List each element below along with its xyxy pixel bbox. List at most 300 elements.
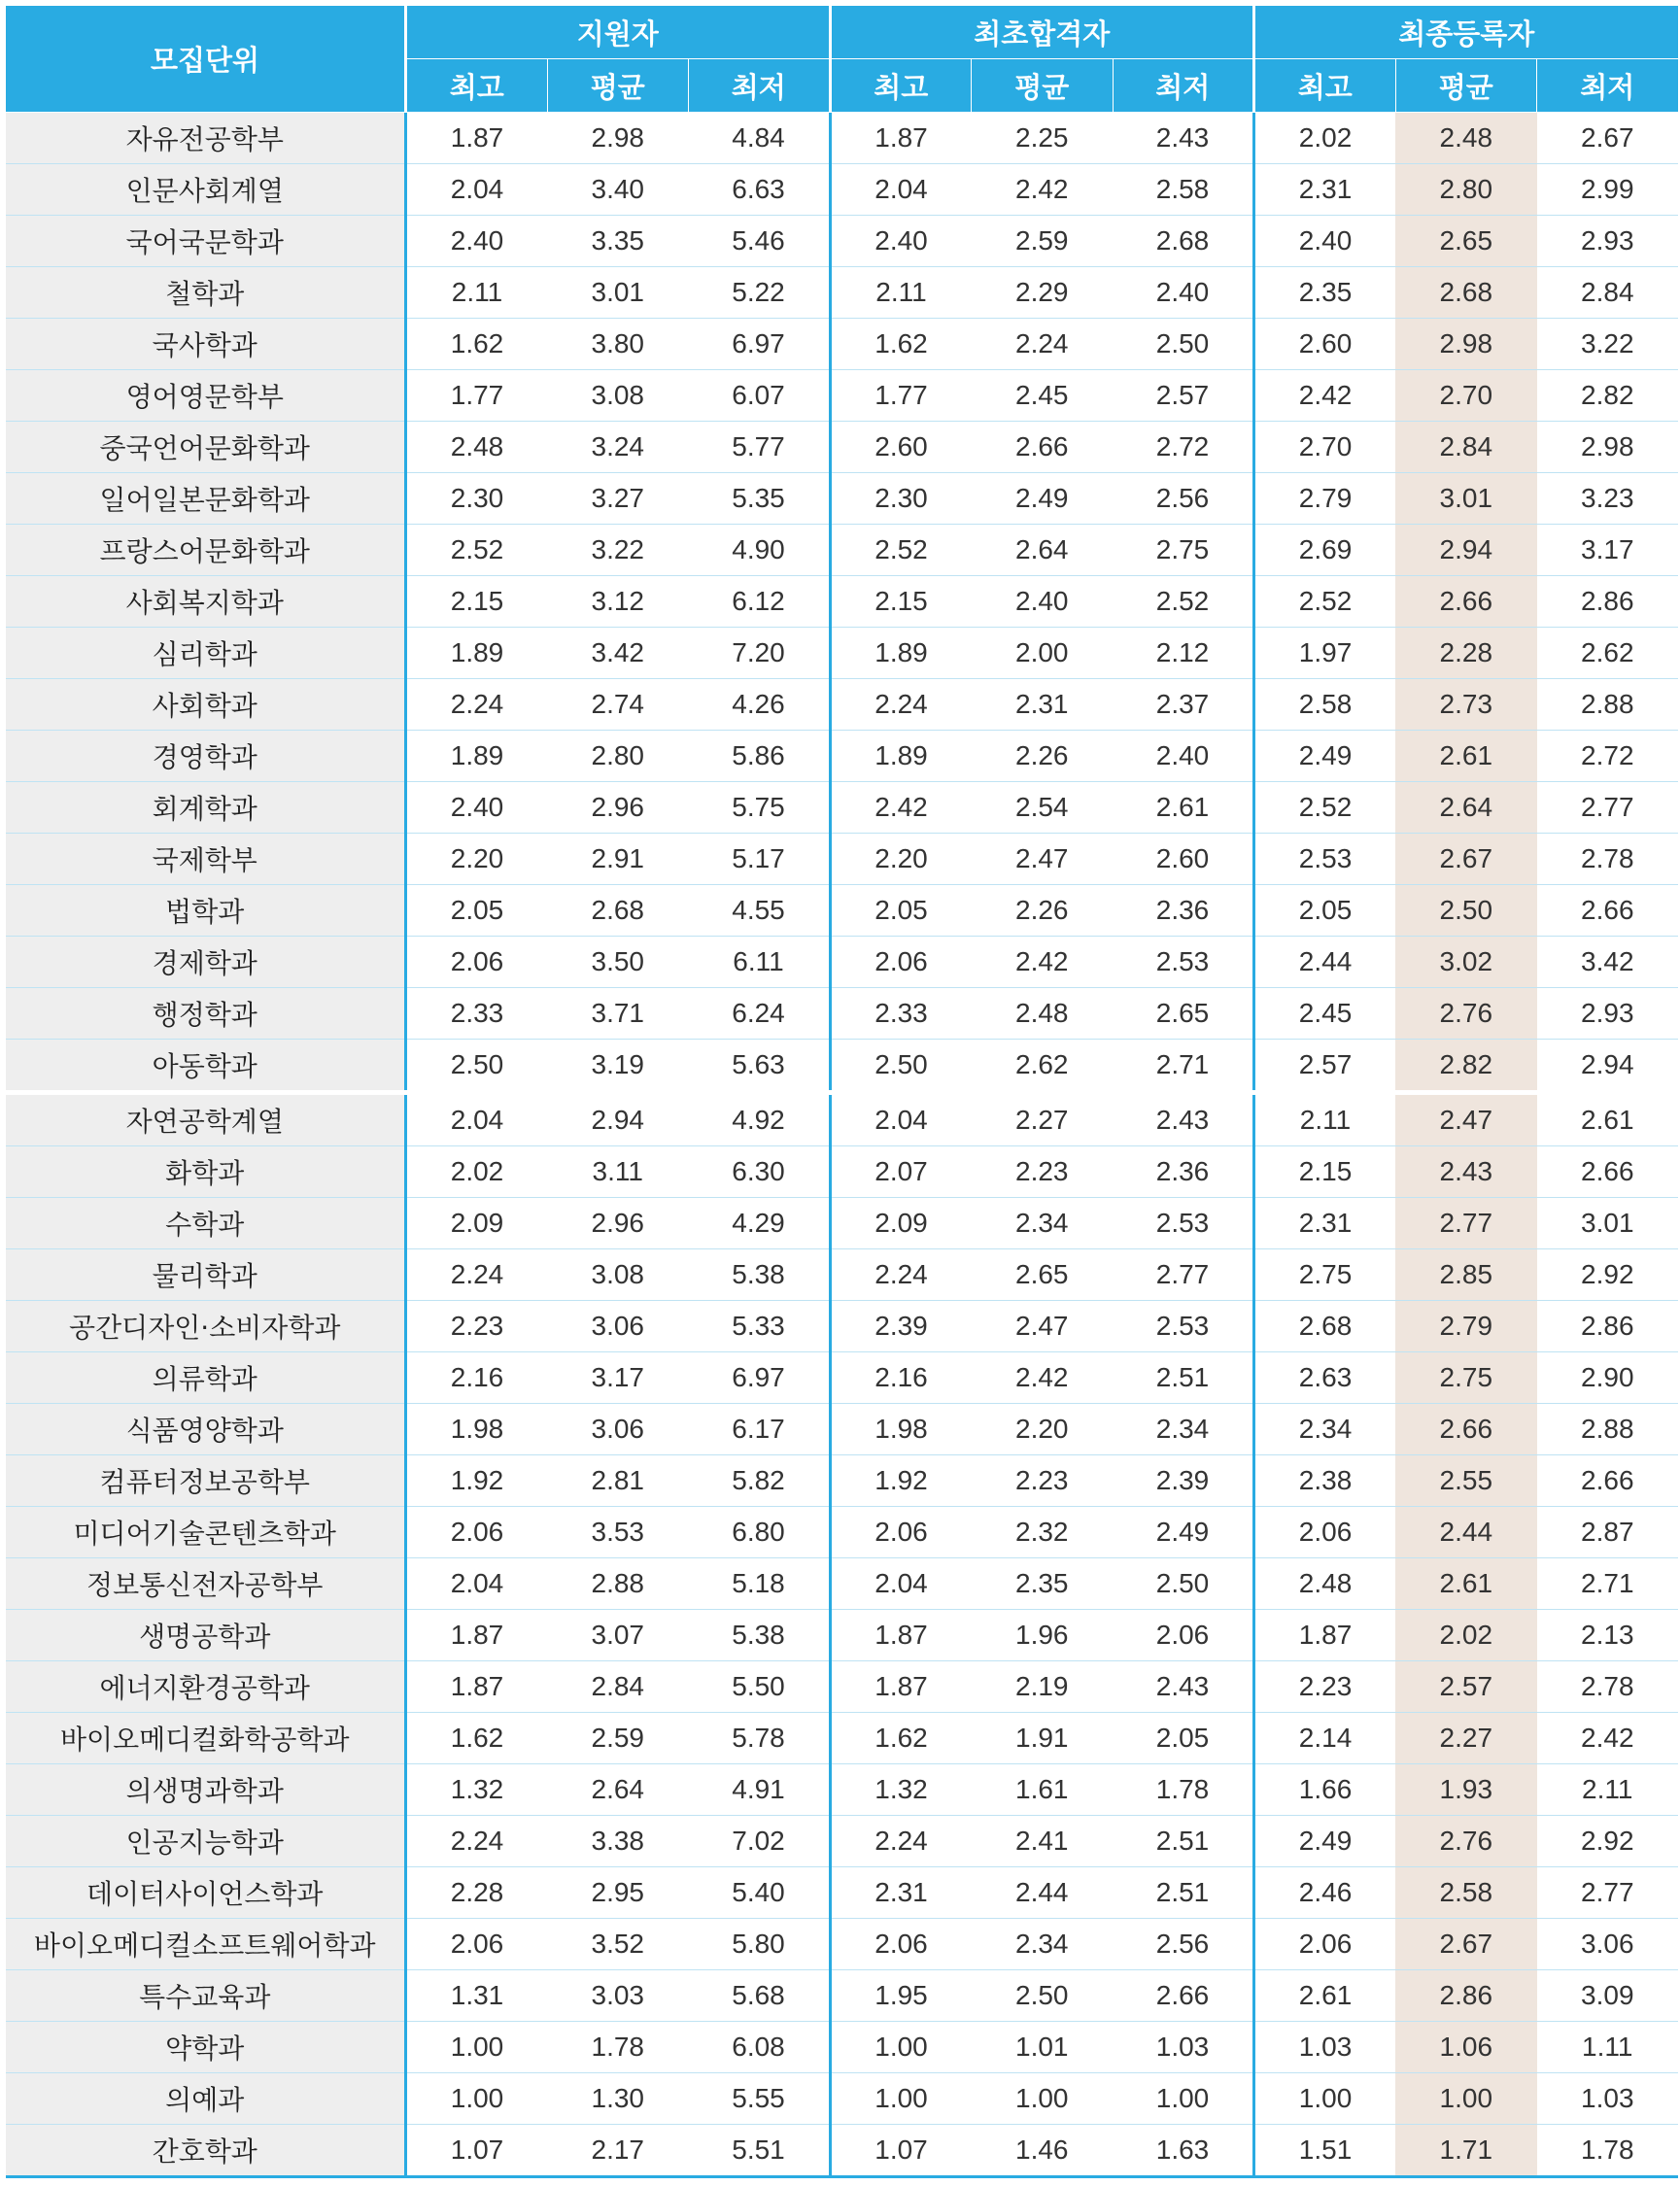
value-cell: 2.42 bbox=[1254, 370, 1396, 422]
unit-name-cell: 일어일본문화학과 bbox=[6, 473, 406, 525]
value-cell: 6.97 bbox=[689, 319, 831, 370]
value-cell: 2.27 bbox=[1395, 1713, 1537, 1764]
value-cell: 3.27 bbox=[547, 473, 689, 525]
value-cell: 2.29 bbox=[972, 267, 1114, 319]
value-cell: 1.96 bbox=[972, 1610, 1114, 1661]
value-cell: 2.23 bbox=[1254, 1661, 1396, 1713]
value-cell: 2.84 bbox=[547, 1661, 689, 1713]
value-cell: 5.46 bbox=[689, 216, 831, 267]
value-cell: 2.96 bbox=[547, 782, 689, 834]
value-cell: 2.26 bbox=[972, 731, 1114, 782]
value-cell: 6.30 bbox=[689, 1146, 831, 1198]
value-cell: 2.57 bbox=[1395, 1661, 1537, 1713]
unit-name-cell: 정보통신전자공학부 bbox=[6, 1558, 406, 1610]
value-cell: 4.55 bbox=[689, 885, 831, 937]
value-cell: 2.62 bbox=[972, 1040, 1114, 1093]
value-cell: 2.81 bbox=[547, 1455, 689, 1507]
value-cell: 1.07 bbox=[830, 2125, 972, 2177]
value-cell: 2.98 bbox=[547, 113, 689, 164]
value-cell: 3.42 bbox=[547, 628, 689, 679]
value-cell: 2.77 bbox=[1113, 1249, 1254, 1301]
value-cell: 2.37 bbox=[1113, 679, 1254, 731]
value-cell: 6.63 bbox=[689, 164, 831, 216]
value-cell: 3.01 bbox=[1537, 1198, 1679, 1249]
value-cell: 1.95 bbox=[830, 1970, 972, 2022]
unit-name-cell: 아동학과 bbox=[6, 1040, 406, 1093]
value-cell: 1.89 bbox=[406, 731, 548, 782]
value-cell: 2.77 bbox=[1395, 1198, 1537, 1249]
value-cell: 2.49 bbox=[1254, 731, 1396, 782]
value-cell: 1.89 bbox=[406, 628, 548, 679]
value-cell: 5.78 bbox=[689, 1713, 831, 1764]
value-cell: 1.98 bbox=[406, 1404, 548, 1455]
value-cell: 2.43 bbox=[1395, 1146, 1537, 1198]
value-cell: 2.76 bbox=[1395, 988, 1537, 1040]
value-cell: 2.68 bbox=[547, 885, 689, 937]
value-cell: 5.80 bbox=[689, 1919, 831, 1970]
value-cell: 2.23 bbox=[972, 1455, 1114, 1507]
value-cell: 2.54 bbox=[972, 782, 1114, 834]
value-cell: 1.87 bbox=[830, 1610, 972, 1661]
value-cell: 2.41 bbox=[972, 1816, 1114, 1867]
value-cell: 3.22 bbox=[547, 525, 689, 576]
unit-name-cell: 바이오메디컬소프트웨어학과 bbox=[6, 1919, 406, 1970]
value-cell: 2.49 bbox=[1113, 1507, 1254, 1558]
unit-name-cell: 프랑스어문화학과 bbox=[6, 525, 406, 576]
value-cell: 2.49 bbox=[1254, 1816, 1396, 1867]
value-cell: 1.62 bbox=[830, 1713, 972, 1764]
value-cell: 1.32 bbox=[406, 1764, 548, 1816]
subheader-cell: 최고 bbox=[406, 59, 548, 113]
value-cell: 2.13 bbox=[1537, 1610, 1679, 1661]
value-cell: 2.04 bbox=[830, 164, 972, 216]
subheader-cell: 최고 bbox=[1254, 59, 1396, 113]
value-cell: 1.46 bbox=[972, 2125, 1114, 2177]
value-cell: 2.28 bbox=[1395, 628, 1537, 679]
table-row bbox=[6, 370, 1679, 422]
table-row bbox=[6, 1507, 1679, 1558]
value-cell: 3.17 bbox=[1537, 525, 1679, 576]
unit-name-cell: 경영학과 bbox=[6, 731, 406, 782]
value-cell: 3.11 bbox=[547, 1146, 689, 1198]
value-cell: 6.11 bbox=[689, 937, 831, 988]
value-cell: 6.17 bbox=[689, 1404, 831, 1455]
value-cell: 2.52 bbox=[1113, 576, 1254, 628]
value-cell: 1.93 bbox=[1395, 1764, 1537, 1816]
value-cell: 2.98 bbox=[1537, 422, 1679, 473]
unit-name-cell: 식품영양학과 bbox=[6, 1404, 406, 1455]
table-row bbox=[6, 1249, 1679, 1301]
value-cell: 7.02 bbox=[689, 1816, 831, 1867]
value-cell: 2.40 bbox=[406, 782, 548, 834]
value-cell: 2.11 bbox=[1254, 1093, 1396, 1146]
value-cell: 2.04 bbox=[830, 1093, 972, 1146]
value-cell: 2.24 bbox=[830, 1249, 972, 1301]
value-cell: 2.80 bbox=[547, 731, 689, 782]
table-row bbox=[6, 1558, 1679, 1610]
value-cell: 2.09 bbox=[406, 1198, 548, 1249]
value-cell: 3.53 bbox=[547, 1507, 689, 1558]
value-cell: 1.06 bbox=[1395, 2022, 1537, 2073]
value-cell: 1.03 bbox=[1113, 2022, 1254, 2073]
value-cell: 3.07 bbox=[547, 1610, 689, 1661]
value-cell: 2.30 bbox=[406, 473, 548, 525]
value-cell: 3.38 bbox=[547, 1816, 689, 1867]
value-cell: 2.45 bbox=[1254, 988, 1396, 1040]
value-cell: 1.03 bbox=[1537, 2073, 1679, 2125]
value-cell: 2.64 bbox=[547, 1764, 689, 1816]
table-row bbox=[6, 1301, 1679, 1352]
value-cell: 2.05 bbox=[830, 885, 972, 937]
value-cell: 1.77 bbox=[406, 370, 548, 422]
value-cell: 1.61 bbox=[972, 1764, 1114, 1816]
value-cell: 2.50 bbox=[1395, 885, 1537, 937]
value-cell: 6.07 bbox=[689, 370, 831, 422]
value-cell: 3.01 bbox=[1395, 473, 1537, 525]
value-cell: 2.95 bbox=[547, 1867, 689, 1919]
unit-name-cell: 국제학부 bbox=[6, 834, 406, 885]
table-row bbox=[6, 628, 1679, 679]
value-cell: 2.68 bbox=[1395, 267, 1537, 319]
value-cell: 2.11 bbox=[406, 267, 548, 319]
value-cell: 2.16 bbox=[830, 1352, 972, 1404]
value-cell: 2.51 bbox=[1113, 1352, 1254, 1404]
value-cell: 3.01 bbox=[547, 267, 689, 319]
value-cell: 2.99 bbox=[1537, 164, 1679, 216]
value-cell: 5.38 bbox=[689, 1610, 831, 1661]
value-cell: 2.63 bbox=[1254, 1352, 1396, 1404]
value-cell: 2.15 bbox=[1254, 1146, 1396, 1198]
table-row bbox=[6, 1455, 1679, 1507]
value-cell: 2.55 bbox=[1395, 1455, 1537, 1507]
value-cell: 7.20 bbox=[689, 628, 831, 679]
value-cell: 3.17 bbox=[547, 1352, 689, 1404]
value-cell: 2.68 bbox=[1254, 1301, 1396, 1352]
value-cell: 2.45 bbox=[972, 370, 1114, 422]
value-cell: 2.58 bbox=[1254, 679, 1396, 731]
value-cell: 2.34 bbox=[1254, 1404, 1396, 1455]
value-cell: 2.36 bbox=[1113, 1146, 1254, 1198]
value-cell: 5.18 bbox=[689, 1558, 831, 1610]
unit-name-cell: 국어국문학과 bbox=[6, 216, 406, 267]
value-cell: 2.20 bbox=[830, 834, 972, 885]
value-cell: 1.91 bbox=[972, 1713, 1114, 1764]
value-cell: 2.35 bbox=[972, 1558, 1114, 1610]
value-cell: 5.35 bbox=[689, 473, 831, 525]
value-cell: 2.82 bbox=[1395, 1040, 1537, 1093]
value-cell: 5.51 bbox=[689, 2125, 831, 2177]
table-header bbox=[6, 6, 1679, 113]
value-cell: 2.04 bbox=[406, 1558, 548, 1610]
value-cell: 2.66 bbox=[1537, 885, 1679, 937]
subheader-cell: 평균 bbox=[547, 59, 689, 113]
value-cell: 3.52 bbox=[547, 1919, 689, 1970]
value-cell: 2.50 bbox=[406, 1040, 548, 1093]
value-cell: 2.86 bbox=[1537, 1301, 1679, 1352]
value-cell: 2.61 bbox=[1113, 782, 1254, 834]
value-cell: 3.06 bbox=[1537, 1919, 1679, 1970]
value-cell: 3.06 bbox=[547, 1301, 689, 1352]
value-cell: 2.98 bbox=[1395, 319, 1537, 370]
value-cell: 2.52 bbox=[830, 525, 972, 576]
value-cell: 2.53 bbox=[1254, 834, 1396, 885]
table-row bbox=[6, 113, 1679, 164]
value-cell: 2.50 bbox=[1113, 319, 1254, 370]
value-cell: 2.64 bbox=[972, 525, 1114, 576]
value-cell: 2.43 bbox=[1113, 1093, 1254, 1146]
value-cell: 2.40 bbox=[1113, 731, 1254, 782]
value-cell: 2.15 bbox=[830, 576, 972, 628]
value-cell: 2.80 bbox=[1395, 164, 1537, 216]
value-cell: 2.47 bbox=[972, 834, 1114, 885]
value-cell: 2.04 bbox=[830, 1558, 972, 1610]
value-cell: 2.32 bbox=[972, 1507, 1114, 1558]
value-cell: 2.02 bbox=[1395, 1610, 1537, 1661]
value-cell: 6.08 bbox=[689, 2022, 831, 2073]
header-group-final-enrollees: 최종등록자 bbox=[1254, 6, 1679, 59]
table-row bbox=[6, 1404, 1679, 1455]
value-cell: 2.31 bbox=[1254, 1198, 1396, 1249]
table-row bbox=[6, 834, 1679, 885]
value-cell: 2.50 bbox=[830, 1040, 972, 1093]
value-cell: 2.50 bbox=[1113, 1558, 1254, 1610]
value-cell: 2.33 bbox=[830, 988, 972, 1040]
value-cell: 2.43 bbox=[1113, 113, 1254, 164]
value-cell: 6.12 bbox=[689, 576, 831, 628]
unit-name-cell: 의생명과학과 bbox=[6, 1764, 406, 1816]
table-row bbox=[6, 2073, 1679, 2125]
value-cell: 1.62 bbox=[406, 1713, 548, 1764]
value-cell: 2.52 bbox=[406, 525, 548, 576]
value-cell: 2.82 bbox=[1537, 370, 1679, 422]
value-cell: 3.08 bbox=[547, 1249, 689, 1301]
unit-name-cell: 미디어기술콘텐츠학과 bbox=[6, 1507, 406, 1558]
value-cell: 2.94 bbox=[1537, 1040, 1679, 1093]
value-cell: 1.62 bbox=[406, 319, 548, 370]
value-cell: 2.42 bbox=[830, 782, 972, 834]
table-row bbox=[6, 1610, 1679, 1661]
value-cell: 6.80 bbox=[689, 1507, 831, 1558]
value-cell: 2.40 bbox=[1113, 267, 1254, 319]
value-cell: 2.06 bbox=[830, 1919, 972, 1970]
value-cell: 2.79 bbox=[1254, 473, 1396, 525]
value-cell: 2.48 bbox=[1395, 113, 1537, 164]
value-cell: 2.07 bbox=[830, 1146, 972, 1198]
value-cell: 5.55 bbox=[689, 2073, 831, 2125]
value-cell: 3.35 bbox=[547, 216, 689, 267]
value-cell: 2.88 bbox=[547, 1558, 689, 1610]
value-cell: 6.24 bbox=[689, 988, 831, 1040]
value-cell: 4.84 bbox=[689, 113, 831, 164]
unit-name-cell: 중국언어문화학과 bbox=[6, 422, 406, 473]
value-cell: 2.88 bbox=[1537, 679, 1679, 731]
value-cell: 6.97 bbox=[689, 1352, 831, 1404]
value-cell: 2.42 bbox=[972, 164, 1114, 216]
value-cell: 2.77 bbox=[1537, 782, 1679, 834]
value-cell: 1.00 bbox=[1395, 2073, 1537, 2125]
value-cell: 4.29 bbox=[689, 1198, 831, 1249]
unit-name-cell: 바이오메디컬화학공학과 bbox=[6, 1713, 406, 1764]
value-cell: 3.09 bbox=[1537, 1970, 1679, 2022]
value-cell: 2.59 bbox=[547, 1713, 689, 1764]
value-cell: 2.06 bbox=[1113, 1610, 1254, 1661]
value-cell: 2.27 bbox=[972, 1093, 1114, 1146]
unit-name-cell: 공간디자인·소비자학과 bbox=[6, 1301, 406, 1352]
value-cell: 2.16 bbox=[406, 1352, 548, 1404]
value-cell: 2.75 bbox=[1395, 1352, 1537, 1404]
table-row bbox=[6, 1146, 1679, 1198]
value-cell: 2.52 bbox=[1254, 782, 1396, 834]
value-cell: 2.70 bbox=[1395, 370, 1537, 422]
unit-name-cell: 인문사회계열 bbox=[6, 164, 406, 216]
value-cell: 2.66 bbox=[1113, 1970, 1254, 2022]
value-cell: 1.32 bbox=[830, 1764, 972, 1816]
unit-name-cell: 경제학과 bbox=[6, 937, 406, 988]
value-cell: 1.00 bbox=[1113, 2073, 1254, 2125]
value-cell: 2.04 bbox=[406, 164, 548, 216]
value-cell: 2.04 bbox=[406, 1093, 548, 1146]
unit-name-cell: 심리학과 bbox=[6, 628, 406, 679]
value-cell: 2.66 bbox=[972, 422, 1114, 473]
value-cell: 2.42 bbox=[972, 1352, 1114, 1404]
value-cell: 5.17 bbox=[689, 834, 831, 885]
value-cell: 1.07 bbox=[406, 2125, 548, 2177]
value-cell: 2.64 bbox=[1395, 782, 1537, 834]
value-cell: 2.73 bbox=[1395, 679, 1537, 731]
table-row bbox=[6, 679, 1679, 731]
value-cell: 1.87 bbox=[406, 113, 548, 164]
value-cell: 2.70 bbox=[1254, 422, 1396, 473]
value-cell: 2.25 bbox=[972, 113, 1114, 164]
value-cell: 2.30 bbox=[830, 473, 972, 525]
value-cell: 1.89 bbox=[830, 628, 972, 679]
value-cell: 2.39 bbox=[1113, 1455, 1254, 1507]
value-cell: 2.33 bbox=[406, 988, 548, 1040]
value-cell: 2.58 bbox=[1113, 164, 1254, 216]
value-cell: 2.58 bbox=[1395, 1867, 1537, 1919]
value-cell: 5.40 bbox=[689, 1867, 831, 1919]
value-cell: 5.68 bbox=[689, 1970, 831, 2022]
unit-name-cell: 자연공학계열 bbox=[6, 1093, 406, 1146]
unit-name-cell: 국사학과 bbox=[6, 319, 406, 370]
unit-name-cell: 데이터사이언스학과 bbox=[6, 1867, 406, 1919]
value-cell: 2.85 bbox=[1395, 1249, 1537, 1301]
value-cell: 2.65 bbox=[972, 1249, 1114, 1301]
value-cell: 2.72 bbox=[1537, 731, 1679, 782]
value-cell: 2.40 bbox=[406, 216, 548, 267]
value-cell: 2.24 bbox=[830, 679, 972, 731]
value-cell: 5.75 bbox=[689, 782, 831, 834]
value-cell: 5.33 bbox=[689, 1301, 831, 1352]
value-cell: 1.51 bbox=[1254, 2125, 1396, 2177]
table-row bbox=[6, 216, 1679, 267]
value-cell: 2.72 bbox=[1113, 422, 1254, 473]
value-cell: 5.82 bbox=[689, 1455, 831, 1507]
table-row bbox=[6, 267, 1679, 319]
value-cell: 2.93 bbox=[1537, 216, 1679, 267]
unit-name-cell: 법학과 bbox=[6, 885, 406, 937]
table-body bbox=[6, 113, 1679, 2177]
value-cell: 2.40 bbox=[830, 216, 972, 267]
unit-name-cell: 간호학과 bbox=[6, 2125, 406, 2177]
value-cell: 2.11 bbox=[830, 267, 972, 319]
value-cell: 2.77 bbox=[1537, 1867, 1679, 1919]
unit-name-cell: 사회학과 bbox=[6, 679, 406, 731]
value-cell: 2.66 bbox=[1395, 576, 1537, 628]
value-cell: 2.65 bbox=[1395, 216, 1537, 267]
value-cell: 1.11 bbox=[1537, 2022, 1679, 2073]
value-cell: 1.87 bbox=[406, 1610, 548, 1661]
value-cell: 1.87 bbox=[1254, 1610, 1396, 1661]
value-cell: 2.35 bbox=[1254, 267, 1396, 319]
value-cell: 2.91 bbox=[547, 834, 689, 885]
table-row bbox=[6, 1198, 1679, 1249]
value-cell: 2.52 bbox=[1254, 576, 1396, 628]
value-cell: 2.67 bbox=[1395, 1919, 1537, 1970]
value-cell: 2.49 bbox=[972, 473, 1114, 525]
value-cell: 2.78 bbox=[1537, 1661, 1679, 1713]
value-cell: 3.08 bbox=[547, 370, 689, 422]
value-cell: 3.06 bbox=[547, 1404, 689, 1455]
value-cell: 2.31 bbox=[830, 1867, 972, 1919]
unit-name-cell: 인공지능학과 bbox=[6, 1816, 406, 1867]
value-cell: 1.00 bbox=[406, 2073, 548, 2125]
value-cell: 2.69 bbox=[1254, 525, 1396, 576]
value-cell: 2.51 bbox=[1113, 1816, 1254, 1867]
header-unit: 모집단위 bbox=[6, 6, 406, 113]
value-cell: 2.61 bbox=[1395, 731, 1537, 782]
table-row bbox=[6, 2125, 1679, 2177]
value-cell: 4.26 bbox=[689, 679, 831, 731]
value-cell: 1.63 bbox=[1113, 2125, 1254, 2177]
value-cell: 2.66 bbox=[1537, 1455, 1679, 1507]
value-cell: 2.59 bbox=[972, 216, 1114, 267]
value-cell: 2.51 bbox=[1113, 1867, 1254, 1919]
table-row bbox=[6, 885, 1679, 937]
table-row bbox=[6, 422, 1679, 473]
value-cell: 2.02 bbox=[1254, 113, 1396, 164]
table-row bbox=[6, 988, 1679, 1040]
value-cell: 1.71 bbox=[1395, 2125, 1537, 2177]
value-cell: 1.97 bbox=[1254, 628, 1396, 679]
value-cell: 2.48 bbox=[1254, 1558, 1396, 1610]
value-cell: 2.62 bbox=[1537, 628, 1679, 679]
value-cell: 2.00 bbox=[972, 628, 1114, 679]
value-cell: 2.56 bbox=[1113, 1919, 1254, 1970]
value-cell: 2.26 bbox=[972, 885, 1114, 937]
value-cell: 2.02 bbox=[406, 1146, 548, 1198]
table-row bbox=[6, 1919, 1679, 1970]
value-cell: 1.00 bbox=[830, 2022, 972, 2073]
table-row bbox=[6, 576, 1679, 628]
value-cell: 2.06 bbox=[406, 1507, 548, 1558]
value-cell: 2.61 bbox=[1537, 1093, 1679, 1146]
value-cell: 2.71 bbox=[1537, 1558, 1679, 1610]
value-cell: 2.23 bbox=[972, 1146, 1114, 1198]
value-cell: 2.40 bbox=[972, 576, 1114, 628]
value-cell: 2.94 bbox=[1395, 525, 1537, 576]
value-cell: 3.22 bbox=[1537, 319, 1679, 370]
value-cell: 2.88 bbox=[1537, 1404, 1679, 1455]
value-cell: 2.11 bbox=[1537, 1764, 1679, 1816]
value-cell: 2.53 bbox=[1113, 1198, 1254, 1249]
value-cell: 2.05 bbox=[406, 885, 548, 937]
value-cell: 2.76 bbox=[1395, 1816, 1537, 1867]
value-cell: 3.40 bbox=[547, 164, 689, 216]
value-cell: 1.00 bbox=[406, 2022, 548, 2073]
value-cell: 3.03 bbox=[547, 1970, 689, 2022]
unit-name-cell: 의류학과 bbox=[6, 1352, 406, 1404]
